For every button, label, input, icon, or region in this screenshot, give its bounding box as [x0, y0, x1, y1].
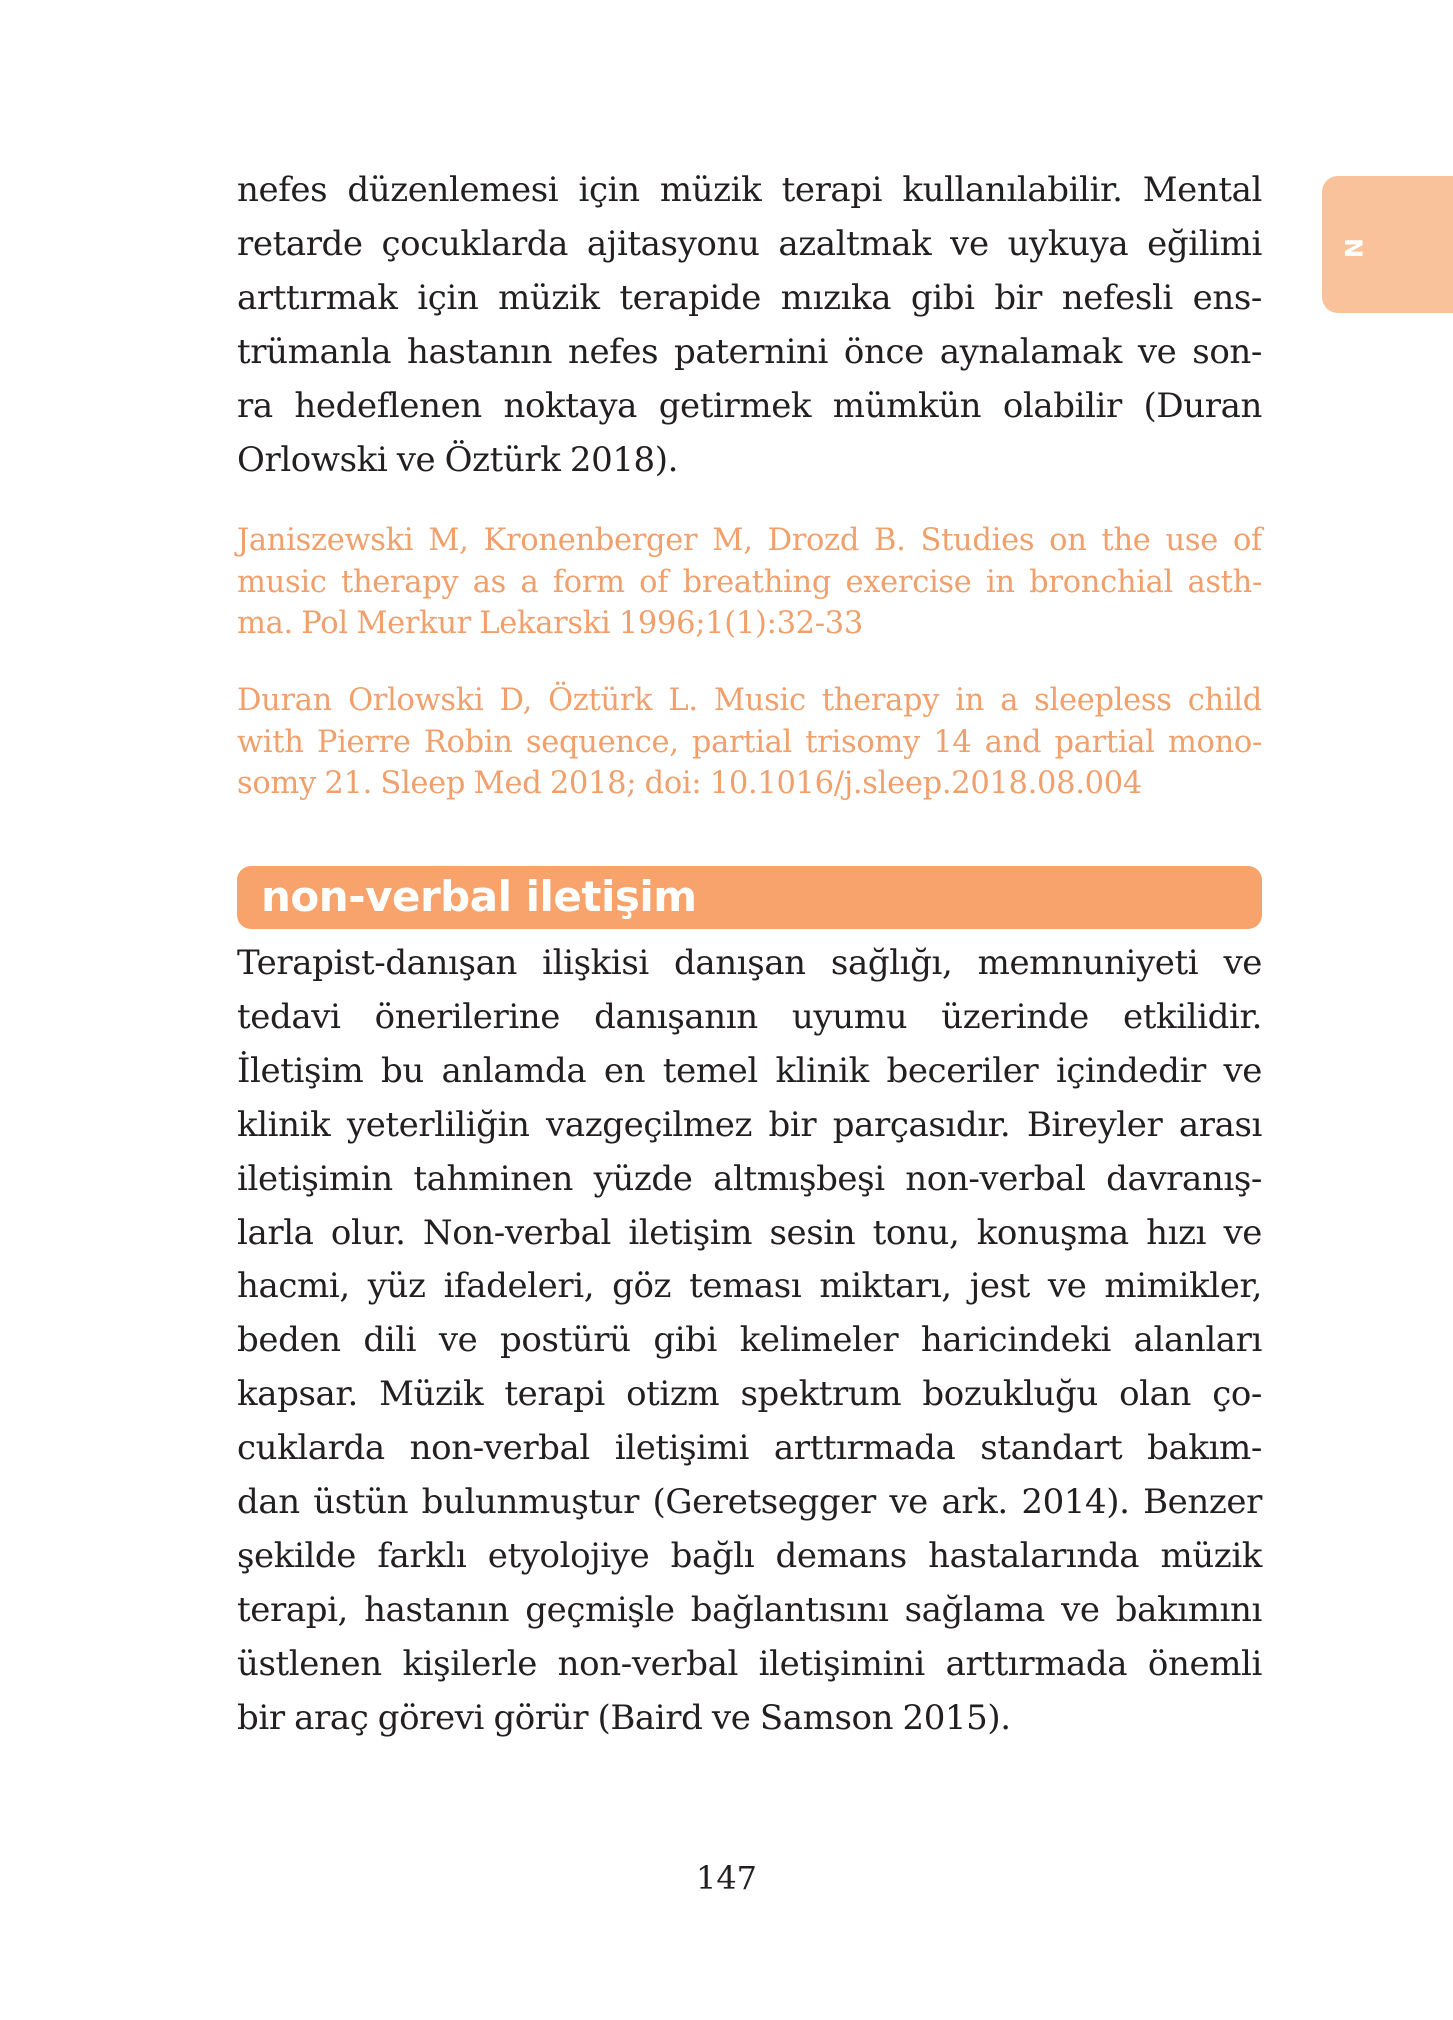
- text-line: Terapist-danışan ilişkisi danışan sağlığı, memnuniyeti ve: [237, 943, 1262, 983]
- intro-paragraph: [237, 164, 1262, 487]
- text-line: cuklarda non-verbal iletişimi arttırmada standart bakım-: [237, 1428, 1262, 1469]
- text-line: şekilde farklı etyolojiye bağlı demans hastalarında müzik: [237, 1535, 1262, 1576]
- section-header: [237, 866, 1262, 929]
- text-line: retarde çocuklarda ajitasyonu azaltmak ve uykuya eğilimi: [237, 223, 1262, 264]
- page-number: 147: [695, 1859, 758, 1897]
- text-line: İletişim bu anlamda en temel klinik beceriler içindedir ve: [237, 1050, 1262, 1091]
- reference-line: with Pierre Robin sequence, partial trisomy 14 and partial mono-: [237, 724, 1262, 760]
- text-line: nefes düzenlemesi için müzik terapi kullanılabilir. Mental: [237, 170, 1262, 210]
- text-line: beden dili ve postürü gibi kelimeler haricindeki alanları: [237, 1320, 1262, 1361]
- text-line: Orlowski ve Öztürk 2018).: [237, 439, 679, 480]
- reference-2: [237, 680, 1262, 805]
- text-line: kapsar. Müzik terapi otizm spektrum bozukluğu olan ço-: [237, 1374, 1262, 1415]
- section-title: non-verbal iletişim: [261, 872, 697, 921]
- reference-1: [237, 520, 1262, 645]
- text-line: terapi, hastanın geçmişle bağlantısını sağlama ve bakımını: [237, 1589, 1262, 1630]
- reference-line: ma. Pol Merkur Lekarski 1996;1(1):32-33: [237, 606, 863, 641]
- reference-line: Duran Orlowski D, Öztürk L. Music therapy in a sleepless child: [237, 683, 1262, 718]
- text-line: iletişimin tahminen yüzde altmışbeşi non-verbal davranış-: [237, 1158, 1262, 1199]
- body-paragraph: [237, 937, 1262, 1746]
- text-line: ra hedeflenen noktaya getirmek mümkün olabilir (Duran: [237, 385, 1262, 426]
- text-line: bir araç görevi görür (Baird ve Samson 2015).: [237, 1697, 1011, 1738]
- text-line: dan üstün bulunmuştur (Geretsegger ve ark. 2014). Benzer: [237, 1482, 1262, 1523]
- text-line: üstlenen kişilerle non-verbal iletişimini arttırmada önemli: [237, 1643, 1262, 1684]
- chapter-tab-letter: N: [1339, 237, 1367, 259]
- text-line: arttırmak için müzik terapide mızıka gibi bir nefesli ens-: [237, 277, 1262, 318]
- reference-line: music therapy as a form of breathing exercise in bronchial asth-: [237, 564, 1262, 600]
- reference-line: somy 21. Sleep Med 2018; doi: 10.1016/j.sleep.2018.08.004: [237, 766, 1142, 801]
- reference-line: Janiszewski M, Kronenberger M, Drozd B. Studies on the use of: [237, 523, 1262, 558]
- text-line: larla olur. Non-verbal iletişim sesin tonu, konuşma hızı ve: [237, 1212, 1262, 1253]
- intro-paragraph-block: [237, 164, 1262, 487]
- text-line: trümanla hastanın nefes paternini önce aynalamak ve son-: [237, 331, 1262, 372]
- text-line: tedavi önerilerine danışanın uyumu üzerinde etkilidir.: [237, 996, 1262, 1037]
- text-line: hacmi, yüz ifadeleri, göz teması miktarı, jest ve mimikler,: [237, 1266, 1262, 1307]
- text-line: klinik yeterliliğin vazgeçilmez bir parçasıdır. Bireyler arası: [237, 1104, 1262, 1145]
- body-paragraph-block: [237, 937, 1262, 1746]
